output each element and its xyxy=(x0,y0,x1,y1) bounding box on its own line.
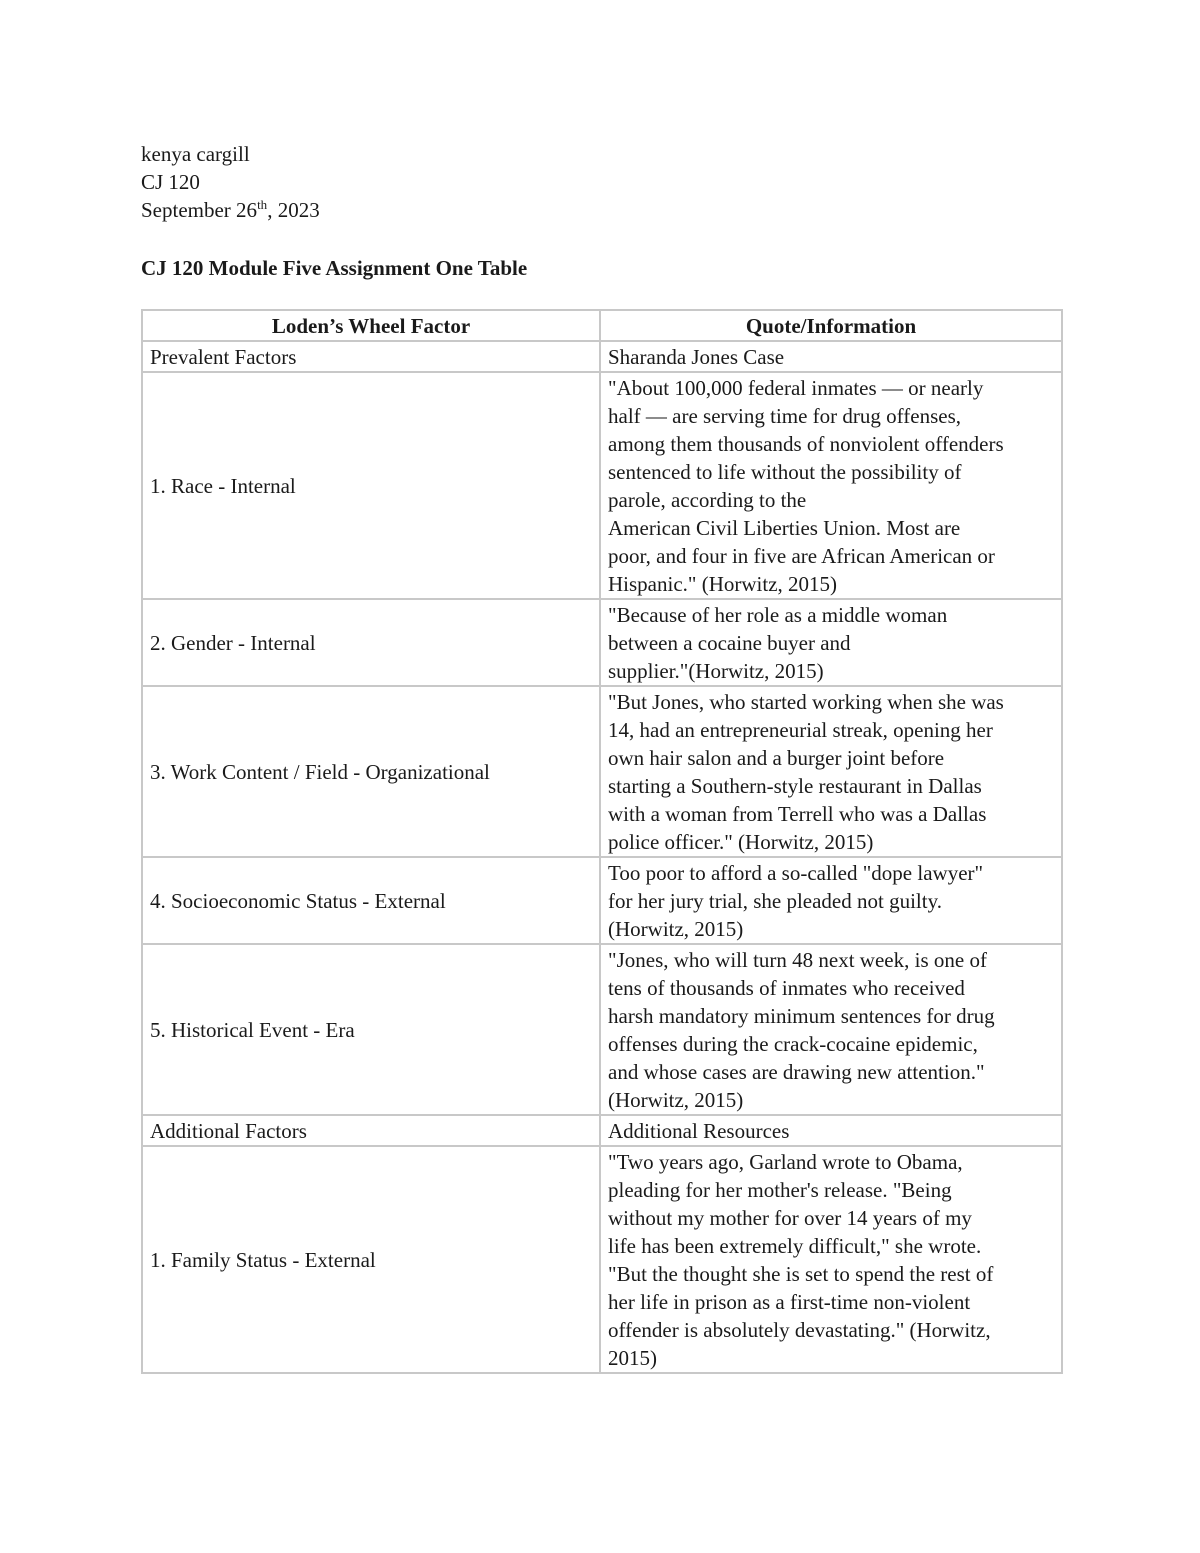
factor-cell: 1. Race - Internal xyxy=(142,372,600,599)
info-cell: Additional Resources xyxy=(600,1115,1062,1146)
table-row xyxy=(142,686,1062,857)
date-ordinal: th xyxy=(257,197,268,212)
column-header-factor: Loden’s Wheel Factor xyxy=(142,310,600,341)
factor-cell: 5. Historical Event - Era xyxy=(142,944,600,1115)
table-row xyxy=(142,857,1062,944)
document-date xyxy=(141,196,320,224)
factor-cell: Prevalent Factors xyxy=(142,341,600,372)
lodens-wheel-table xyxy=(141,309,1063,1374)
document-header xyxy=(141,140,320,224)
document-title: CJ 120 Module Five Assignment One Table xyxy=(141,256,528,280)
date-year: , 2023 xyxy=(267,198,320,222)
factor-cell: 3. Work Content / Field - Organizational xyxy=(142,686,600,857)
info-cell: Too poor to afford a so-called "dope lawyer" for her jury trial, she pleaded not guilty. (Horwitz, 2015) xyxy=(600,857,1062,944)
info-cell: "Because of her role as a middle woman between a cocaine buyer and supplier."(Horwitz, 2015) xyxy=(600,599,1062,686)
table-row xyxy=(142,944,1062,1115)
date-prefix: September 26 xyxy=(141,198,258,222)
table-row xyxy=(142,599,1062,686)
factor-cell: 4. Socioeconomic Status - External xyxy=(142,857,600,944)
course-code: CJ 120 xyxy=(141,170,200,194)
info-cell: "Jones, who will turn 48 next week, is one of tens of thousands of inmates who received harsh mandatory minimum sentences for drug offenses during the crack-cocaine epidemic, and whose cases are drawing new attention." (Horwitz, 2015) xyxy=(600,944,1062,1115)
table-row xyxy=(142,372,1062,599)
table-row xyxy=(142,1115,1062,1146)
table-row xyxy=(142,1146,1062,1373)
author-name: kenya cargill xyxy=(141,142,250,166)
info-cell: "Two years ago, Garland wrote to Obama, pleading for her mother's release. "Being without my mother for over 14 years of my life has been extremely difficult," she wrote. "But the thought she is set to spend the rest of her life in prison as a first-time non-violent offender is absolutely devastating." (Horwitz, 2015) xyxy=(600,1146,1062,1373)
info-cell: "About 100,000 federal inmates — or nearly half — are serving time for drug offenses, among them thousands of nonviolent offenders sentenced to life without the possibility of parole, according to the American Civil Liberties Union. Most are poor, and four in five are African American or Hispanic." (Horwitz, 2015) xyxy=(600,372,1062,599)
factor-cell: 2. Gender - Internal xyxy=(142,599,600,686)
info-cell: Sharanda Jones Case xyxy=(600,341,1062,372)
info-cell: "But Jones, who started working when she was 14, had an entrepreneurial streak, opening her own hair salon and a burger joint before starting a Southern-style restaurant in Dallas with a woman from Terrell who was a Dallas police officer." (Horwitz, 2015) xyxy=(600,686,1062,857)
table-header-row xyxy=(142,310,1062,341)
factor-cell: Additional Factors xyxy=(142,1115,600,1146)
factor-cell: 1. Family Status - External xyxy=(142,1146,600,1373)
table-row xyxy=(142,341,1062,372)
column-header-quote: Quote/Information xyxy=(600,310,1062,341)
